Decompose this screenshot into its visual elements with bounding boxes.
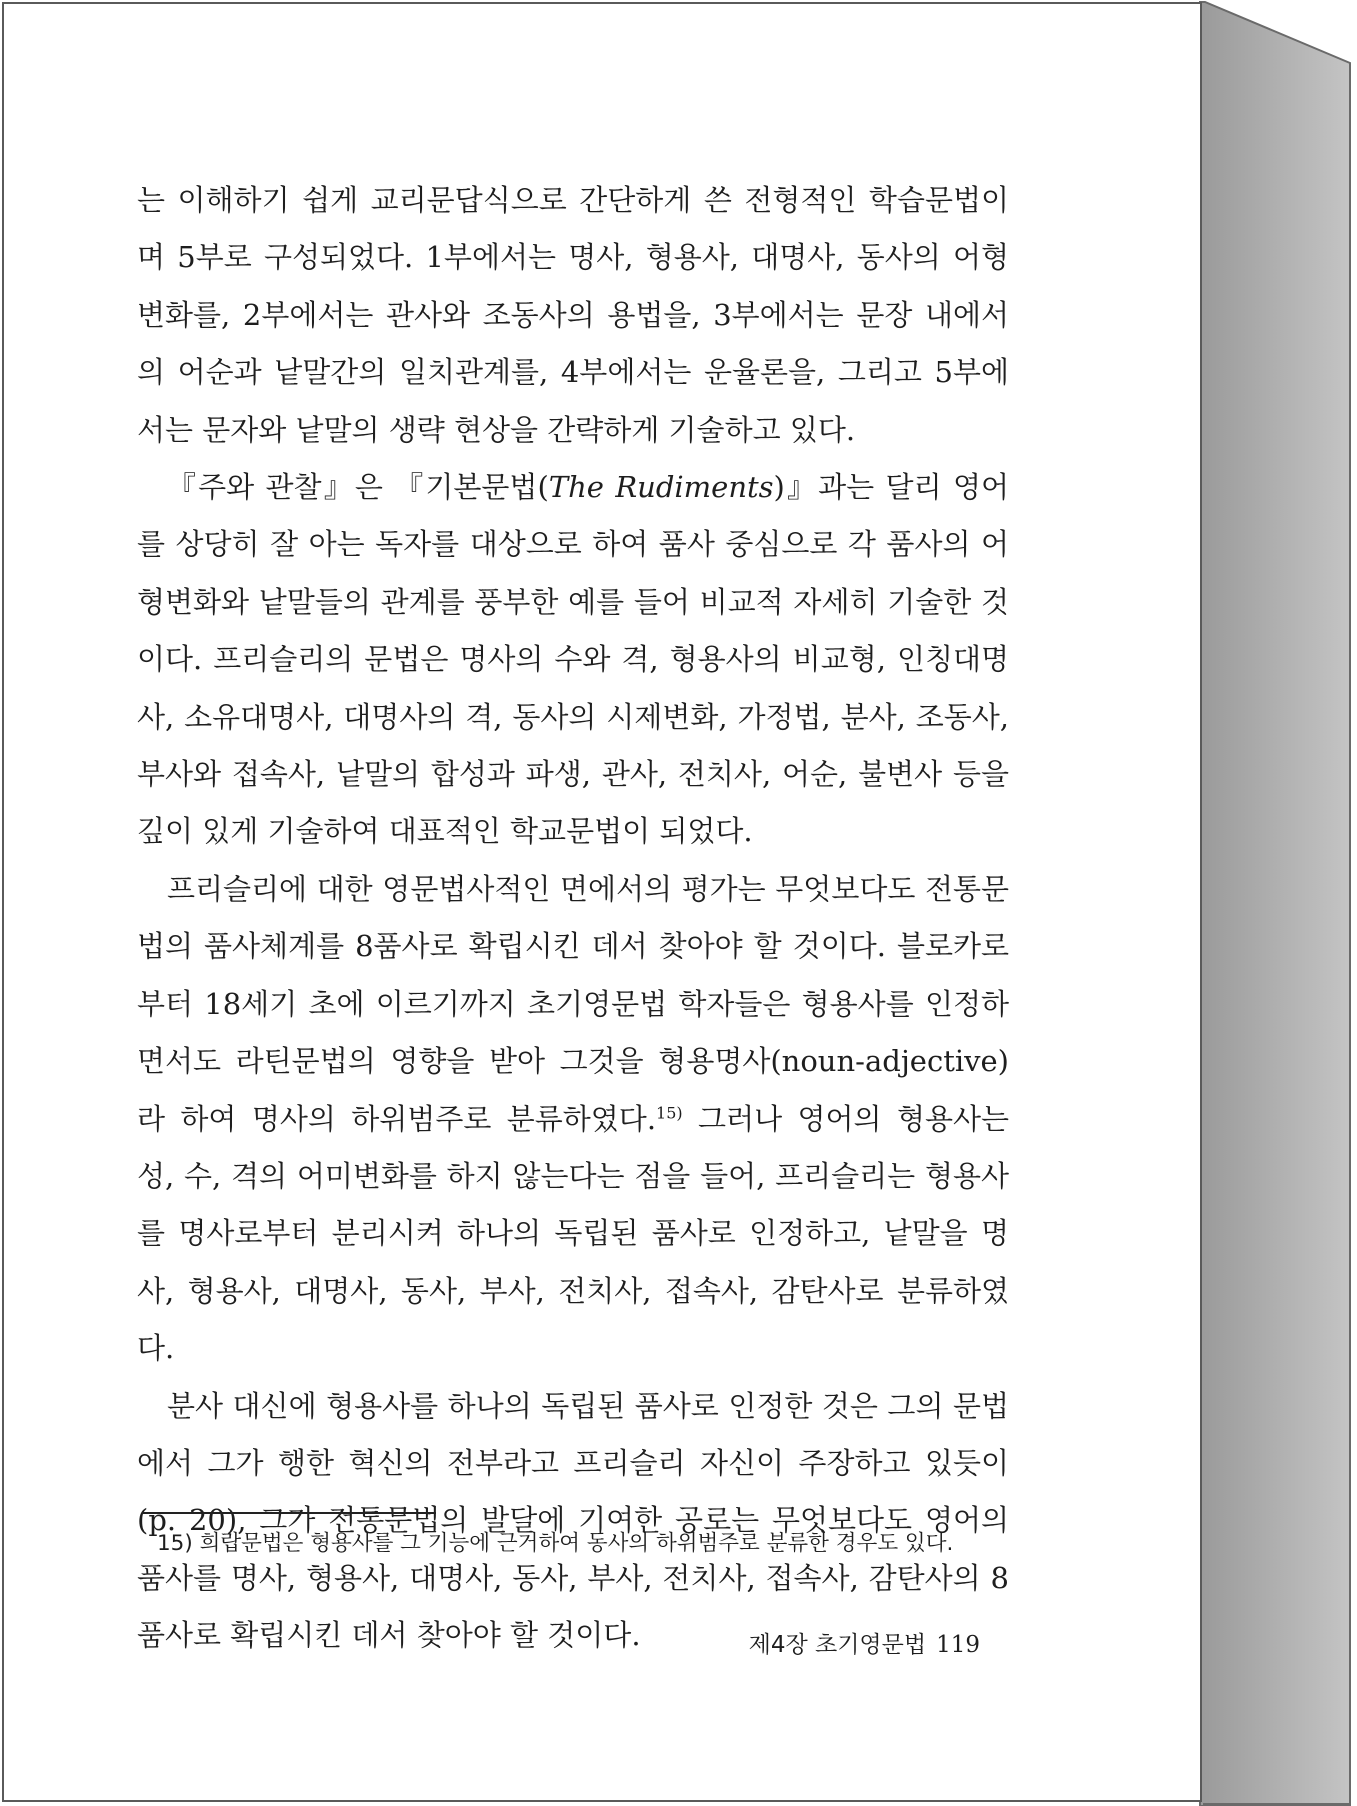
text-run: 는 이해하기 쉽게 교리문답식으로 간단하게 쓴 전형적인 학습문법이며 5부로 구성되었다. 1부에서는 명사, 형용사, 대명사, 동사의 어형변화를, 2부에서는 관사와 조동사의 용법을, 3부에서는 문장 내에서의 어순과 낱말간의 일치관계를, 4부에서는 운율론을, 그리고 5부에서는 문자와 낱말의 생략 현상을 간략하게 기술하고 있다. [137,183,1009,447]
body-text [137,172,1009,1665]
footnote-15: 15) 희랍문법은 형용사를 그 기능에 근거하여 동사의 하위범주로 분류한 경우도 있다. [157,1531,954,1556]
footnote-rule [142,1512,436,1514]
text-run: )』과는 달리 영어를 상당히 잘 아는 독자를 대상으로 하여 품사 중심으로 각 품사의 어형변화와 낱말들의 관계를 풍부한 예를 들어 비교적 자세히 기술한 것이다. 프리슬리의 문법은 명사의 수와 격, 형용사의 비교형, 인칭대명사, 소유대명사, 대명사의 격, 동사의 시제변화, 가정법, 분사, 조동사, 부사와 접속사, 낱말의 합성과 파생, 관사, 전치사, 어순, 불변사 등을 깊이 있게 기술하여 대표적인 학교문법이 되었다. [137,470,1009,849]
paragraph-1 [137,172,1009,459]
paragraph-3 [137,861,1009,1378]
text-run: 프리슬리에 대한 영문법사적인 면에서의 평가는 무엇보다도 전통문법의 품사체계를 8품사로 확립시킨 데서 찾아야 할 것이다. 블로카로부터 18세기 초에 이르기까지 초기영문법 학자들은 형용사를 인정하면서도 라틴문법의 영향을 받아 그것을 형용명사(noun-adjective)라 하여 명사의 하위범주로 분류하였다. [137,871,1009,1136]
paragraph-2 [137,459,1009,861]
text-run: 『주와 관찰』은 『기본문법( [167,470,549,505]
footnote-ref: 15) [656,1102,683,1122]
paragraph-4 [137,1378,1009,1665]
text-run: 분사 대신에 형용사를 하나의 독립된 품사로 인정한 것은 그의 문법에서 그가 행한 혁신의 전부라고 프리슬리 자신이 주장하고 있듯이 (p. 20), 그가 전통문법의 발달에 기여한 공로는 무엇보다도 영어의 품사를 명사, 형용사, 대명사, 동사, 부사, 전치사, 접속사, 감탄사의 8품사로 확립시킨 데서 찾아야 할 것이다. [137,1388,1009,1653]
text-run: 그러나 영어의 형용사는 성, 수, 격의 어미변화를 하지 않는다는 점을 들어, 프리슬리는 형용사를 명사로부터 분리시켜 하나의 독립된 품사로 인정하고, 낱말을 명사, 형용사, 대명사, 동사, 부사, 전치사, 접속사, 감탄사로 분류하였다. [137,1101,1009,1366]
running-footer [700,1629,980,1661]
chapter-title: 제4장 초기영문법 [748,1632,927,1658]
italic-title: The Rudiments [548,470,774,505]
page-number: 119 [936,1632,980,1658]
